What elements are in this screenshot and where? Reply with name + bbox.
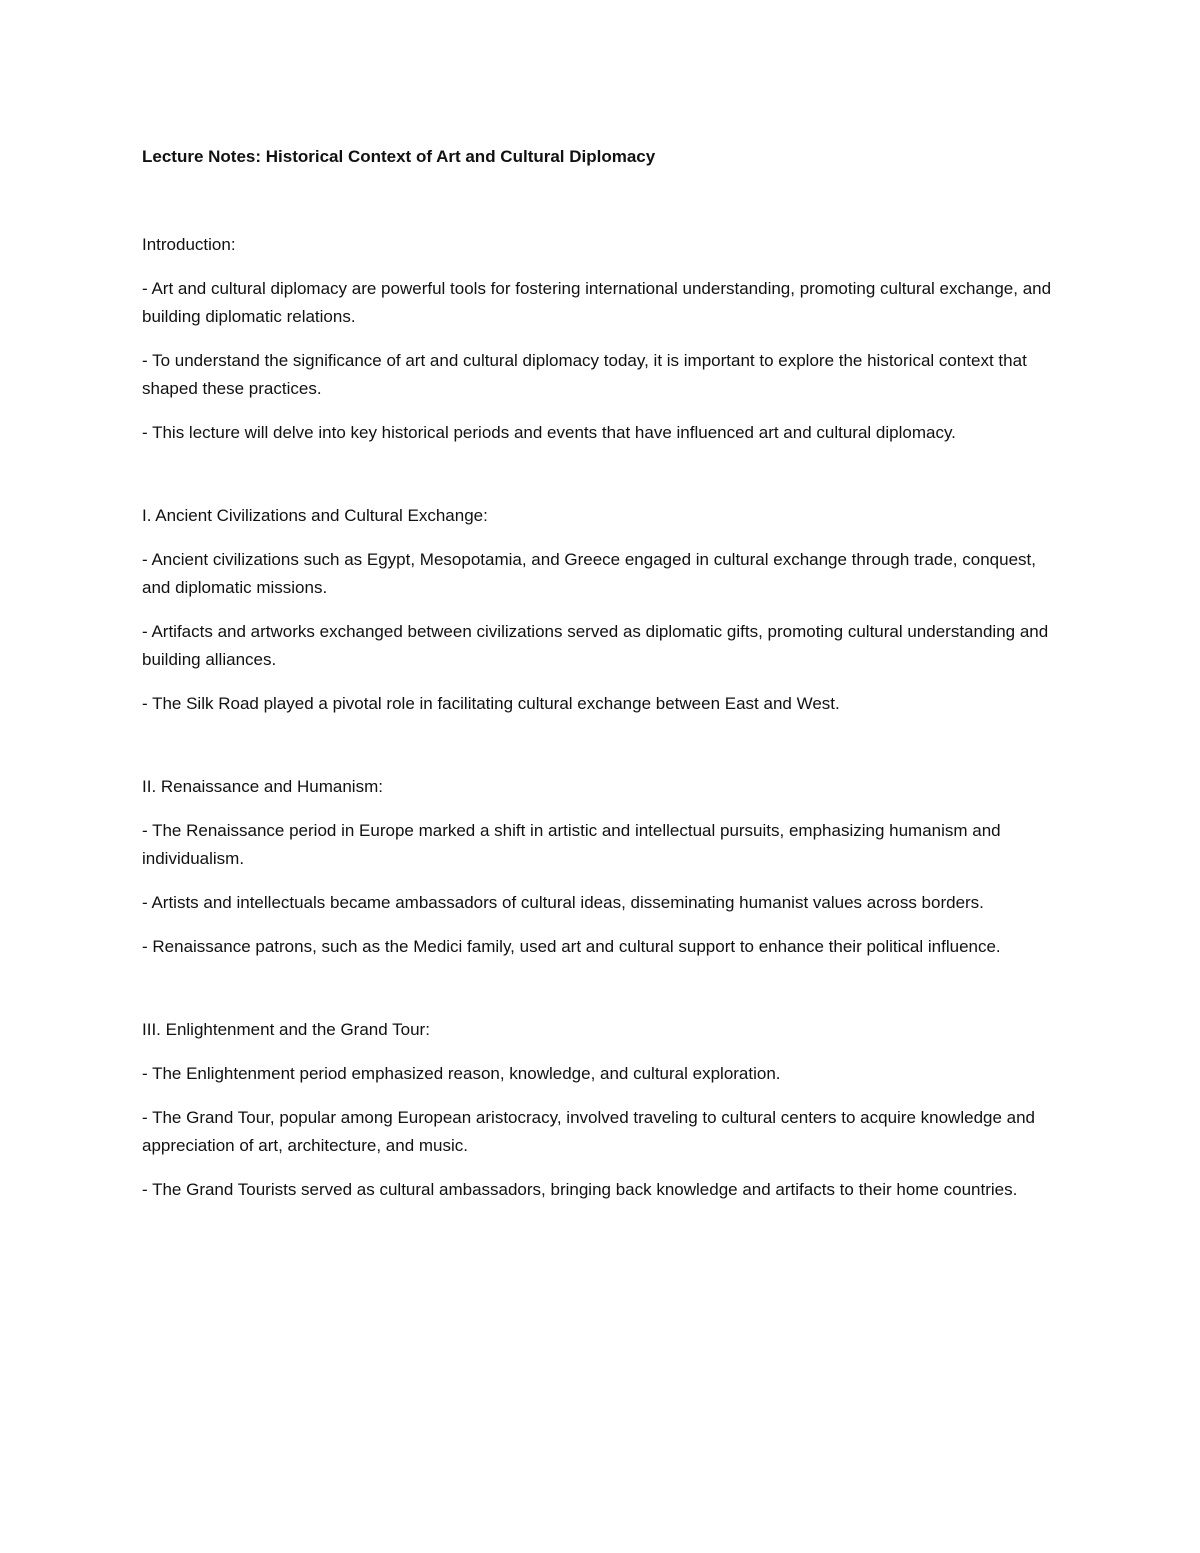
section-renaissance <box>142 773 1057 961</box>
bullet-item: - To understand the significance of art and cultural diplomacy today, it is important to explore the historical context that shaped these practices. <box>142 351 1027 398</box>
bullet-item: - Art and cultural diplomacy are powerful tools for fostering international understanding, promoting cultural exchange, and building diplomatic relations. <box>142 279 1052 326</box>
section-heading: Introduction: <box>142 235 236 254</box>
section-heading: III. Enlightenment and the Grand Tour: <box>142 1020 430 1039</box>
bullet-item: - Artists and intellectuals became ambassadors of cultural ideas, disseminating humanist values across borders. <box>142 893 984 912</box>
bullet-item: - The Enlightenment period emphasized reason, knowledge, and cultural exploration. <box>142 1064 781 1083</box>
bullet-item: - This lecture will delve into key historical periods and events that have influenced art and cultural diplomacy. <box>142 423 956 442</box>
section-introduction <box>142 231 1057 447</box>
bullet-item: - The Grand Tourists served as cultural ambassadors, bringing back knowledge and artifacts to their home countries. <box>142 1180 1018 1199</box>
document-body <box>142 143 1057 1259</box>
section-heading: I. Ancient Civilizations and Cultural Exchange: <box>142 506 488 525</box>
section-enlightenment <box>142 1016 1057 1204</box>
bullet-item: - Artifacts and artworks exchanged between civilizations served as diplomatic gifts, promoting cultural understanding and building alliances. <box>142 622 1049 669</box>
document-title: Lecture Notes: Historical Context of Art and Cultural Diplomacy <box>142 147 656 166</box>
bullet-item: - The Grand Tour, popular among European aristocracy, involved traveling to cultural centers to acquire knowledge and appreciation of art, architecture, and music. <box>142 1108 1036 1155</box>
section-ancient-civilizations <box>142 502 1057 718</box>
bullet-item: - Ancient civilizations such as Egypt, Mesopotamia, and Greece engaged in cultural exchange through trade, conquest, and diplomatic missions. <box>142 550 1036 597</box>
bullet-item: - The Renaissance period in Europe marked a shift in artistic and intellectual pursuits, emphasizing humanism and individualism. <box>142 821 1001 868</box>
bullet-item: - Renaissance patrons, such as the Medici family, used art and cultural support to enhance their political influence. <box>142 937 1001 956</box>
bullet-item: - The Silk Road played a pivotal role in facilitating cultural exchange between East and West. <box>142 694 840 713</box>
section-heading: II. Renaissance and Humanism: <box>142 777 383 796</box>
